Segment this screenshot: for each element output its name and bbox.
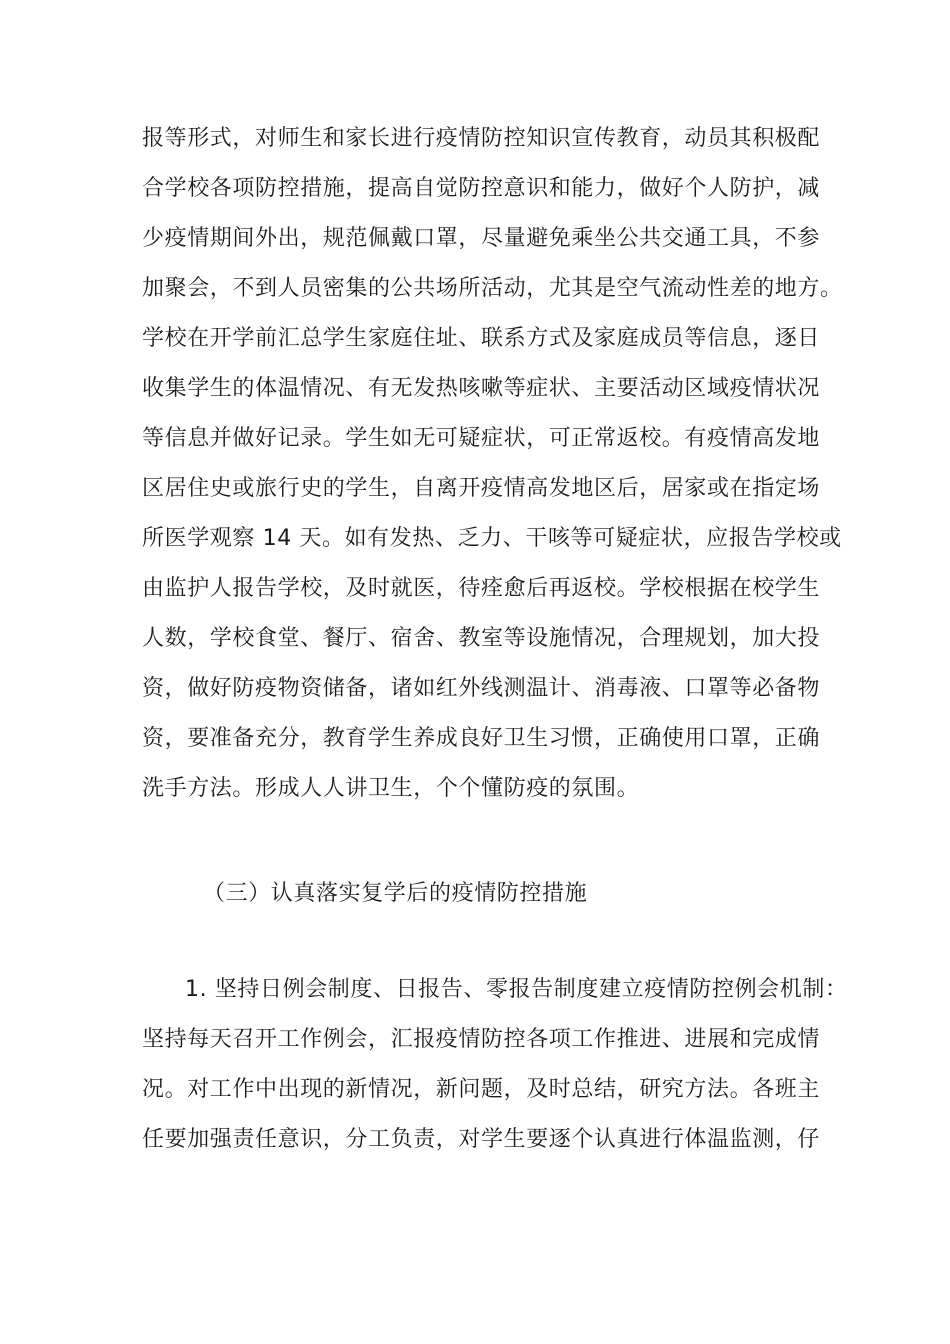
paragraph-line: 报等形式，对师生和家长进行疫情防控知识宣传教育，动员其积极配 <box>142 126 821 151</box>
paragraph-line: 加聚会，不到人员密集的公共场所活动，尤其是空气流动性差的地方。 <box>142 276 843 301</box>
paragraph-line: 洗手方法。形成人人讲卫生，个个懂防疫的氛围。 <box>142 776 640 801</box>
paragraph-line: 任要加强责任意识，分工负责，对学生要逐个认真进行体温监测，仔 <box>142 1127 821 1152</box>
paragraph-line: 收集学生的体温情况、有无发热咳嗽等症状、主要活动区域疫情状况 <box>142 376 821 401</box>
paragraph-line: 由监护人报告学校，及时就医，待痊愈后再返校。学校根据在校学生 <box>142 576 821 601</box>
list-item-first-line: 1. 坚持日例会制度、日报告、零报告制度建立疫情防控例会机制： <box>185 977 848 1002</box>
paragraph-line: 况。对工作中出现的新情况，新问题，及时总结，研究方法。各班主 <box>142 1077 821 1102</box>
paragraph-line: 人数，学校食堂、餐厅、宿舍、教室等设施情况，合理规划，加大投 <box>142 626 821 651</box>
section-heading: （三）认真落实复学后的疫情防控措施 <box>203 881 588 906</box>
paragraph-line: 资，要准备充分，教育学生养成良好卫生习惯，正确使用口罩，正确 <box>142 726 821 751</box>
paragraph-line: 坚持每天召开工作例会，汇报疫情防控各项工作推进、进展和完成情 <box>142 1027 821 1052</box>
paragraph-line: 学校在开学前汇总学生家庭住址、联系方式及家庭成员等信息，逐日 <box>142 326 821 351</box>
paragraph-line: 所医学观察 14 天。如有发热、乏力、干咳等可疑症状，应报告学校或 <box>142 526 842 551</box>
paragraph-line: 区居住史或旅行史的学生，自离开疫情高发地区后，居家或在指定场 <box>142 476 821 501</box>
paragraph-line: 资，做好防疫物资储备，诸如红外线测温计、消毒液、口罩等必备物 <box>142 676 821 701</box>
paragraph-line: 合学校各项防控措施，提高自觉防控意识和能力，做好个人防护，减 <box>142 176 821 201</box>
paragraph-line: 少疫情期间外出，规范佩戴口罩，尽量避免乘坐公共交通工具，不参 <box>142 226 821 251</box>
paragraph-line: 等信息并做好记录。学生如无可疑症状，可正常返校。有疫情高发地 <box>142 426 821 451</box>
